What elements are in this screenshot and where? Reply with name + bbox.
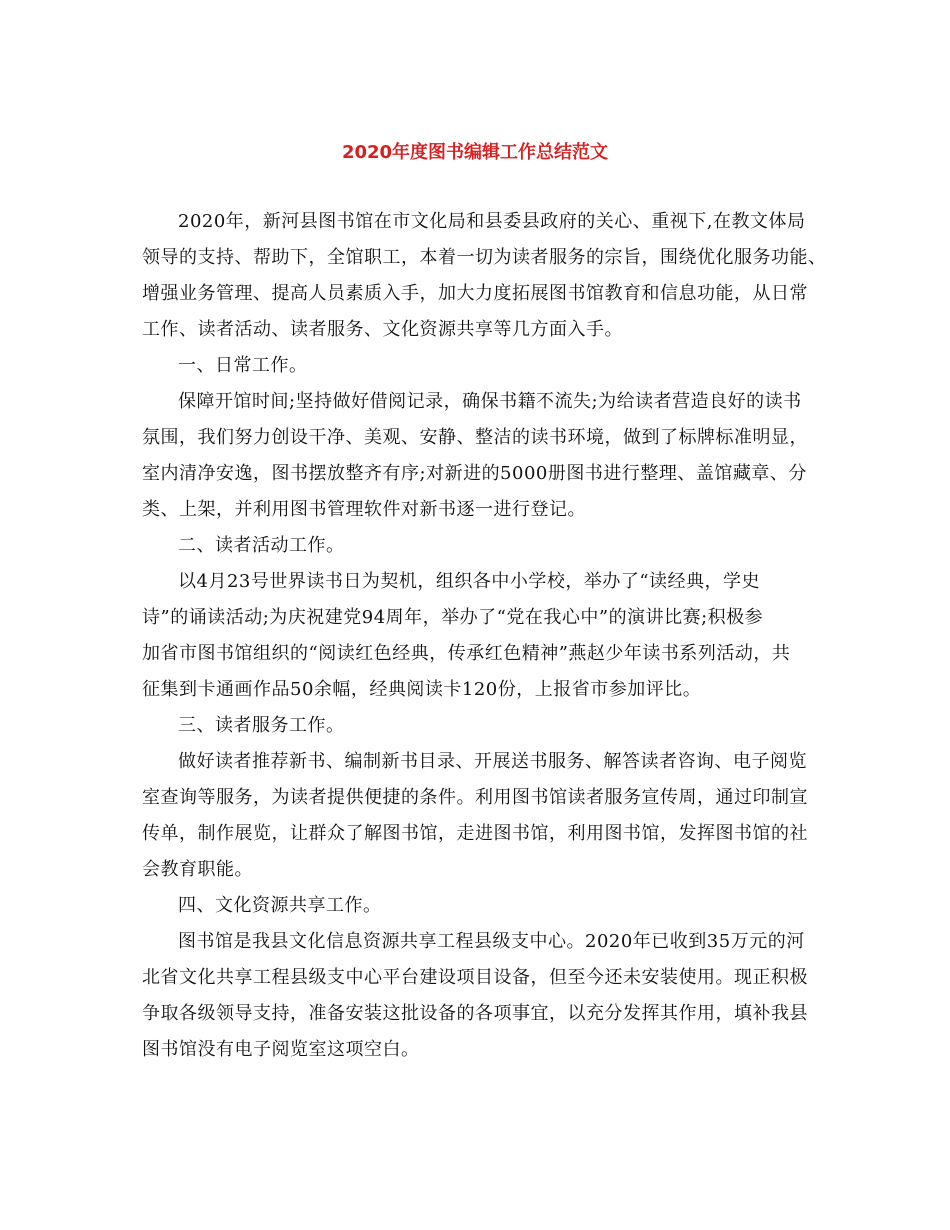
document-line: 氛围，我们努力创设干净、美观、安静、整洁的读书环境，做到了标牌标准明显，: [142, 427, 808, 448]
document-line: 二、读者活动工作。: [178, 535, 345, 556]
document-line: 2020年，新河县图书馆在市文化局和县委县政府的关心、重视下,在教文体局: [178, 211, 806, 232]
document-line: 诗”的诵读活动;为庆祝建党94周年，举办了“党在我心中”的演讲比赛;积极参: [142, 607, 764, 628]
document-line: 图书馆是我县文化信息资源共享工程县级支中心。2020年已收到35万元的河: [178, 931, 805, 952]
document-line: 一、日常工作。: [178, 355, 308, 376]
document-line: 征集到卡通画作品50余幅，经典阅读卡120份，上报省市参加评比。: [142, 679, 702, 700]
document-line: 做好读者推荐新书、编制新书目录、开展送书服务、解答读者咨询、电子阅览: [178, 751, 807, 772]
document-line: 保障开馆时间;坚持做好借阅记录，确保书籍不流失;为给读者营造良好的读书: [178, 391, 802, 412]
document-line: 室查询等服务，为读者提供便捷的条件。利用图书馆读者服务宣传周，通过印制宣: [142, 787, 808, 808]
document-line: 传单，制作展览，让群众了解图书馆，走进图书馆，利用图书馆，发挥图书馆的社: [142, 823, 808, 844]
document-line: 以4月23号世界读书日为契机，组织各中小学校，举办了“读经典，学史: [178, 571, 761, 592]
document-title: 2020年度图书编辑工作总结范文: [341, 142, 609, 163]
document-line: 增强业务管理、提高人员素质入手，加大力度拓展图书馆教育和信息功能，从日常: [142, 283, 808, 304]
document-line: 北省文化共享工程县级支中心平台建设项目设备，但至今还未安装使用。现正积极: [142, 967, 808, 988]
document-line: 室内清净安逸，图书摆放整齐有序;对新进的5000册图书进行整理、盖馆藏章、分: [142, 463, 807, 484]
document-line: 图书馆没有电子阅览室这项空白。: [142, 1039, 420, 1060]
document-line: 四、文化资源共享工作。: [178, 895, 382, 916]
document-line: 领导的支持、帮助下，全馆职工，本着一切为读者服务的宗旨，围绕优化服务功能、: [142, 247, 827, 268]
document-line: 争取各级领导支持，准备安装这批设备的各项事宜，以充分发挥其作用，填补我县: [142, 1003, 808, 1024]
document-line: 会教育职能。: [142, 859, 253, 880]
document-line: 工作、读者活动、读者服务、文化资源共享等几方面入手。: [142, 319, 623, 340]
document-body: [142, 204, 830, 1068]
document-line: 类、上架，并利用图书管理软件对新书逐一进行登记。: [142, 499, 586, 520]
document-line: 加省市图书馆组织的“阅读红色经典，传承红色精神”燕赵少年读书系列活动，共: [142, 643, 791, 664]
document-line: 三、读者服务工作。: [178, 715, 345, 736]
